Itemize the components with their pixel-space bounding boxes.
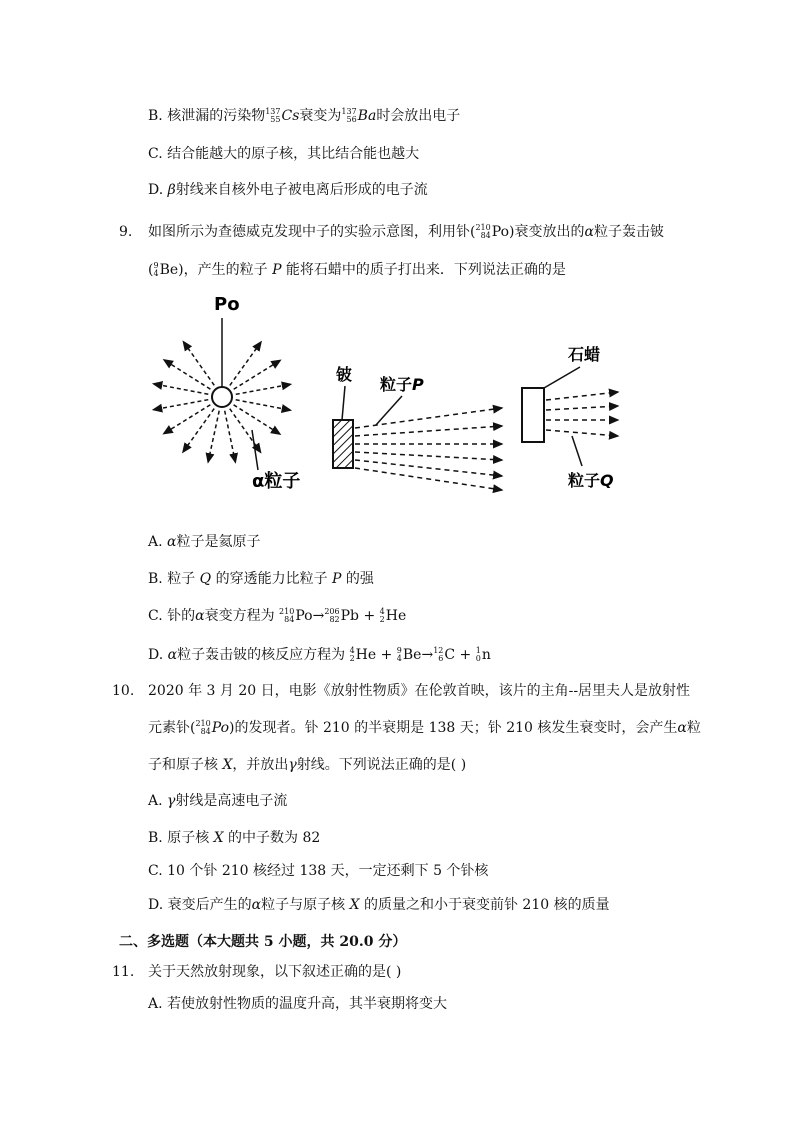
alpha-ray [236, 400, 291, 410]
alpha-pointer-line [252, 430, 258, 470]
q11-stem: 关于天然放射现象，以下叙述正确的是( ) [148, 964, 402, 980]
alpha-ray [230, 342, 261, 386]
alpha-ray [183, 342, 214, 386]
alpha-ray [153, 384, 208, 394]
alpha-ray [225, 411, 236, 463]
po-source-circle [212, 387, 232, 407]
alpha-ray [164, 360, 210, 389]
alpha-ray [153, 400, 208, 410]
alpha-ray [236, 384, 291, 394]
po-label: Po [214, 294, 240, 315]
be-target [333, 420, 353, 468]
paraffin-block [522, 388, 544, 442]
cs-isotope: 137 55 [265, 107, 281, 124]
chadwick-experiment-diagram [140, 290, 660, 505]
q9-stem-line2: ( 9 4 Be)，产生的粒子 P 能将石蜡中的质子打出来．下列说法正确的是 [148, 261, 566, 278]
alpha-ray [234, 405, 280, 434]
section-heading-multiple-choice: 二、多选题（本大题共 5 小题，共 20.0 分） [119, 934, 407, 950]
q10-option-c: C. 10 个钋 210 核经过 138 天，一定还剩下 5 个钋核 [148, 863, 489, 879]
q9-number: 9. [119, 224, 133, 240]
alpha-ray [208, 411, 219, 462]
q8-option-b: B. 核泄漏的污染物 137 55 Cs衰变为 137 56 Ba时会放出电子 [148, 107, 461, 124]
q10-option-a: A. γ射线是高速电子流 [148, 793, 288, 809]
ba-isotope: 137 56 [341, 107, 357, 124]
q9-option-c: C. 钋的α衰变方程为 210 84 Po→ 206 82 Pb + 4 2 He [148, 607, 407, 624]
q10-number: 10. [112, 683, 135, 699]
q11-number: 11. [112, 964, 135, 980]
q10-option-d: D. 衰变后产生的α粒子与原子核 X 的质量之和小于衰变前钋 210 核的质量 [148, 897, 610, 913]
alpha-ray [234, 360, 281, 389]
be-label: 铍 [336, 365, 353, 384]
q10-stem-line3: 子和原子核 X，并放出γ射线。下列说法正确的是( ) [148, 757, 467, 773]
q9-stem-line1: 如图所示为查德威克发现中子的实验示意图，利用钋( 210 84 Po)衰变放出的α粒子轰击铍 [148, 223, 664, 240]
q11-option-a: A. 若使放射性物质的温度升高，其半衰期将变大 [148, 996, 448, 1012]
q9-option-b: B. 粒子 Q 的穿透能力比粒子 P 的强 [148, 571, 374, 587]
particle-p-label: 粒子P [380, 375, 424, 394]
alpha-ray [164, 405, 211, 434]
proton-rays [546, 392, 618, 436]
q9-option-a: A. α粒子是氦原子 [148, 534, 261, 550]
paraffin-label: 石蜡 [568, 345, 601, 364]
alpha-ray [230, 409, 261, 453]
neutron-rays [355, 408, 502, 490]
q10-stem-line1: 2020 年 3 月 20 日，电影《放射性物质》在伦敦首映，该片的主角--居里夫人是放射性 [148, 683, 691, 699]
particle-q-label: 粒子Q [568, 471, 614, 490]
q8-option-c: C. 结合能越大的原子核，其比结合能也越大 [148, 146, 420, 162]
alpha-particle-label: α粒子 [252, 471, 301, 492]
q10-stem-line2: 元素钋( 210 84 Po)的发现者。钋 210 的半衰期是 138 天；钋 210 核发生衰变时，会产生α粒 [148, 719, 701, 736]
q10-option-b: B. 原子核 X 的中子数为 82 [148, 830, 321, 846]
q9-option-d: D. α粒子轰击铍的核反应方程为 4 2 He + 9 4 Be→ 12 6 C + 1 0 n [148, 646, 491, 663]
alpha-ray [183, 409, 214, 453]
q8-option-d: D. β射线来自核外电子被电离后形成的电子流 [148, 182, 428, 198]
